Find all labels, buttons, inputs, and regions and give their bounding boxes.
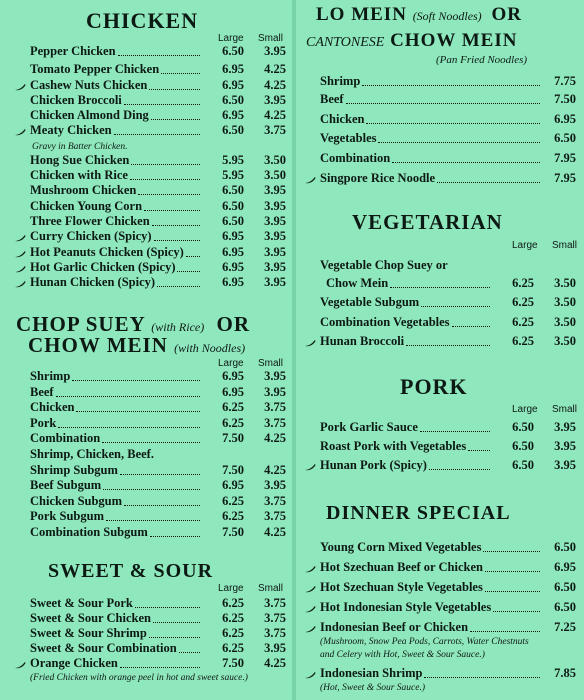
menu-item-price: 6.50 — [554, 540, 576, 554]
menu-item — [320, 420, 576, 435]
menu-item — [30, 123, 286, 138]
menu-item-name: Hunan Broccoli — [320, 334, 405, 348]
menu-item-name: Orange Chicken — [30, 656, 118, 670]
sweet-sour-large-header: Large — [218, 583, 244, 594]
dot-leader — [58, 427, 200, 428]
menu-item-name: Sweet & Sour Pork — [30, 596, 133, 610]
dot-leader — [103, 489, 200, 490]
dot-leader — [186, 256, 200, 257]
dot-leader — [179, 652, 200, 653]
menu-item-large-price: 6.95 — [222, 245, 244, 259]
menu-item — [30, 199, 286, 214]
chili-pepper-icon — [14, 250, 26, 258]
dot-leader — [56, 396, 200, 397]
dot-leader — [366, 123, 540, 124]
menu-item-large-price: 6.25 — [222, 641, 244, 655]
menu-item-name: Hot Peanuts Chicken (Spicy) — [30, 245, 184, 259]
menu-item-name: Pork Garlic Sauce — [320, 420, 418, 434]
dot-leader — [153, 622, 200, 623]
menu-item-name: Hong Sue Chicken — [30, 153, 130, 167]
menu-item-small-price: 3.95 — [554, 420, 576, 434]
dot-leader — [468, 450, 490, 451]
menu-item-name: Sweet & Sour Combination — [30, 641, 177, 655]
menu-item — [30, 229, 286, 244]
menu-item-small-price: 3.50 — [554, 276, 576, 290]
dot-leader — [135, 607, 200, 608]
menu-item-small-price: 3.95 — [264, 199, 286, 213]
dot-leader — [149, 637, 200, 638]
menu-item-large-price: 6.25 — [222, 415, 244, 430]
menu-item-small-price: 3.95 — [264, 384, 286, 399]
indonesian-note-2: and Celery with Hot, Sweet & Sour Sauce.) — [320, 650, 485, 660]
menu-item-large-price: 6.25 — [512, 295, 534, 309]
menu-item — [30, 447, 286, 462]
menu-item-small-price: 3.75 — [264, 611, 286, 625]
menu-item — [30, 214, 286, 229]
menu-item-large-price: 6.25 — [512, 334, 534, 348]
menu-item-small-price: 4.25 — [264, 108, 286, 122]
menu-item-small-price: 3.95 — [554, 439, 576, 453]
menu-item-large-price: 6.25 — [222, 493, 244, 508]
menu-item-small-price: 3.50 — [264, 153, 286, 167]
menu-item — [320, 258, 576, 273]
menu-item-large-price: 6.25 — [222, 611, 244, 625]
vegetarian-large-header: Large — [512, 240, 538, 251]
menu-item-name: Hot Szechuan Style Vegetables — [320, 580, 483, 594]
menu-item-large-price: 6.50 — [222, 199, 244, 213]
menu-item-name: Beef — [30, 384, 54, 399]
menu-item — [30, 245, 286, 260]
chili-pepper-icon — [304, 605, 316, 613]
menu-item — [30, 108, 286, 123]
dot-leader — [378, 142, 540, 143]
menu-item — [30, 596, 286, 611]
menu-item-price: 6.50 — [554, 131, 576, 145]
menu-item-name: Cashew Nuts Chicken — [30, 78, 148, 92]
menu-item-small-price: 4.25 — [264, 656, 286, 670]
dot-leader — [406, 345, 490, 346]
column-divider — [292, 0, 296, 700]
menu-item-small-price: 3.95 — [264, 641, 286, 655]
menu-item-small-price: 3.75 — [264, 123, 286, 137]
menu-item-large-price: 6.95 — [222, 260, 244, 274]
menu-item — [30, 153, 286, 168]
menu-item-large-price: 6.50 — [222, 123, 244, 137]
menu-item-name: Beef — [320, 92, 344, 106]
menu-item-name: Combination Vegetables — [320, 315, 450, 329]
dot-leader — [452, 326, 490, 327]
dot-leader — [120, 667, 200, 668]
menu-item-price: 7.95 — [554, 171, 576, 185]
menu-item-name: Shrimp — [30, 369, 71, 383]
indonesian-note-1: (Mushroom, Snow Pea Pods, Carrots, Water Chestnuts — [320, 637, 529, 647]
menu-item-large-price: 6.50 — [222, 44, 244, 58]
menu-item — [320, 92, 576, 107]
chow-mein-title-b: CHOW MEIN — [28, 333, 168, 357]
menu-item-name: Singpore Rice Noodle — [320, 171, 436, 185]
dot-leader — [424, 677, 540, 678]
menu-item-name: Chow Mein — [326, 276, 389, 290]
chow-mein-title — [28, 333, 245, 358]
menu-item — [30, 369, 286, 384]
chop-suey-title-or: OR — [216, 312, 250, 336]
menu-item — [320, 74, 576, 89]
dot-leader — [485, 591, 540, 592]
menu-item-price: 7.75 — [554, 74, 576, 88]
menu-item-small-price: 3.95 — [264, 229, 286, 243]
menu-item-large-price: 6.50 — [512, 420, 534, 434]
lo-mein-title-or: OR — [491, 4, 522, 25]
dot-leader — [154, 240, 200, 241]
menu-item-name: Chicken — [320, 112, 365, 126]
menu-item — [30, 463, 286, 478]
menu-item-name: Tomato Pepper Chicken — [30, 62, 160, 76]
menu-item-name: Chicken Almond Ding — [30, 108, 149, 122]
menu-item-large-price: 5.95 — [222, 168, 244, 182]
menu-item — [320, 171, 576, 186]
menu-item-small-price: 4.25 — [264, 525, 286, 539]
dot-leader — [130, 179, 200, 180]
chili-pepper-icon — [14, 128, 26, 136]
pork-large-header: Large — [512, 404, 538, 415]
dot-leader — [493, 611, 540, 612]
lo-mein-title-a-note: (Soft Noodles) — [412, 9, 482, 23]
menu-item-name: Pork Subgum — [30, 509, 104, 524]
chili-pepper-icon — [304, 565, 316, 573]
menu-item — [326, 276, 576, 291]
menu-item — [30, 78, 286, 93]
menu-item — [30, 641, 286, 656]
menu-item-small-price: 3.95 — [264, 214, 286, 228]
menu-item-price: 6.50 — [554, 580, 576, 594]
menu-item — [320, 620, 576, 635]
menu-item-small-price: 3.75 — [264, 400, 286, 415]
menu-item-large-price: 5.95 — [222, 153, 244, 167]
menu-item — [30, 62, 286, 77]
cantonese-title-b: CHOW MEIN — [390, 30, 518, 51]
menu-item — [30, 183, 286, 198]
menu-item-large-price: 6.95 — [222, 369, 244, 383]
menu-item-price: 7.85 — [554, 666, 576, 680]
dot-leader — [420, 431, 490, 432]
vegetarian-small-header: Small — [552, 240, 578, 251]
menu-item-small-price: 3.75 — [264, 493, 286, 508]
menu-item-name: Chicken — [30, 400, 75, 415]
dot-leader — [144, 210, 200, 211]
dot-leader — [114, 134, 200, 135]
menu-item-name: Indonesian Beef or Chicken — [320, 620, 469, 634]
dot-leader — [76, 411, 200, 412]
chili-pepper-icon — [14, 661, 26, 669]
dot-leader — [157, 286, 200, 287]
menu-item-small-price: 3.95 — [264, 275, 286, 289]
menu-item — [320, 600, 576, 615]
dot-leader — [120, 474, 200, 475]
vegetarian-title: VEGETARIAN — [352, 210, 503, 234]
menu-item-small-price: 3.95 — [264, 183, 286, 197]
chicken-large-header: Large — [218, 33, 244, 44]
menu-item — [30, 93, 286, 108]
menu-item-large-price: 7.50 — [222, 462, 244, 477]
menu-item-name: Three Flower Chicken — [30, 214, 150, 228]
menu-item — [320, 151, 576, 166]
menu-item — [30, 275, 286, 290]
menu-item-small-price: 3.75 — [264, 596, 286, 610]
menu-item-name: Shrimp Subgum — [30, 462, 118, 477]
chili-pepper-icon — [304, 339, 316, 347]
menu-item — [320, 334, 576, 349]
menu-item-name: Curry Chicken (Spicy) — [30, 229, 152, 243]
cantonese-title — [306, 30, 517, 52]
menu-item-small-price: 3.95 — [264, 44, 286, 58]
menu-item-name: Chicken with Rice — [30, 168, 128, 182]
menu-item-name: Shrimp, Chicken, Beef. — [30, 447, 154, 461]
menu-item-name: Indonesian Shrimp — [320, 666, 423, 680]
chili-pepper-icon — [14, 280, 26, 288]
menu-item — [30, 168, 286, 183]
menu-item-large-price: 7.50 — [222, 525, 244, 539]
pork-small-header: Small — [552, 404, 578, 415]
dot-leader — [437, 182, 540, 183]
dot-leader — [106, 520, 200, 521]
menu-item — [320, 131, 576, 146]
menu-item-large-price: 6.95 — [222, 62, 244, 76]
chow-mein-title-b-note: (with Noodles) — [174, 341, 246, 355]
menu-item — [30, 525, 286, 540]
chicken-small-header: Small — [258, 33, 284, 44]
chili-pepper-icon — [14, 83, 26, 91]
menu-item-small-price: 3.95 — [264, 260, 286, 274]
menu-item-small-price: 3.50 — [554, 334, 576, 348]
menu-item-small-price: 3.50 — [554, 295, 576, 309]
menu-item-name: Mushroom Chicken — [30, 183, 137, 197]
menu-item-large-price: 6.50 — [222, 93, 244, 107]
dot-leader — [118, 55, 200, 56]
menu-item-large-price: 6.50 — [512, 439, 534, 453]
menu-item-small-price: 3.95 — [264, 245, 286, 259]
menu-item — [30, 385, 286, 400]
menu-item — [30, 478, 286, 493]
menu-item-name: Hot Garlic Chicken (Spicy) — [30, 260, 176, 274]
menu-item — [30, 416, 286, 431]
menu-item-name: Hot Indonesian Style Vegetables — [320, 600, 492, 614]
menu-item — [30, 44, 286, 59]
dot-leader — [151, 119, 200, 120]
chop-suey-title-a-note: (with Rice) — [151, 320, 205, 334]
menu-item-small-price: 3.50 — [554, 315, 576, 329]
menu-item-price: 6.95 — [554, 112, 576, 126]
menu-item — [320, 295, 576, 310]
menu-item-name: Combination — [30, 431, 101, 446]
chili-pepper-icon — [304, 585, 316, 593]
chili-pepper-icon — [304, 625, 316, 633]
menu-item-price: 6.50 — [554, 600, 576, 614]
dot-leader — [390, 287, 490, 288]
menu-item-name: Sweet & Sour Shrimp — [30, 626, 147, 640]
dot-leader — [346, 103, 540, 104]
menu-item-price: 7.25 — [554, 620, 576, 634]
pork-title: PORK — [400, 374, 468, 399]
menu-item-name: Shrimp — [320, 74, 361, 88]
cantonese-title-pre: CANTONESE — [306, 35, 385, 50]
menu-item-name: Sweet & Sour Chicken — [30, 611, 151, 625]
sweet-sour-title: SWEET & SOUR — [48, 560, 214, 582]
chop-suey-small-header: Small — [258, 358, 284, 369]
menu-item-name: Chicken Broccoli — [30, 93, 122, 107]
menu-item-large-price: 6.95 — [222, 108, 244, 122]
orange-chicken-note: (Fried Chicken with orange peel in hot and sweet sauce.) — [30, 673, 248, 683]
menu-item — [30, 431, 286, 446]
menu-item-name: Hunan Pork (Spicy) — [320, 458, 427, 472]
dot-leader — [421, 306, 490, 307]
menu-item — [320, 666, 576, 681]
menu-item-name: Roast Pork with Vegetables — [320, 439, 467, 453]
menu-item-small-price: 3.75 — [264, 415, 286, 430]
menu-item-small-price: 3.50 — [264, 168, 286, 182]
dot-leader — [149, 89, 200, 90]
dot-leader — [150, 536, 200, 537]
menu-item-small-price: 4.25 — [264, 62, 286, 76]
menu-item-large-price: 6.25 — [222, 596, 244, 610]
menu-item-name: Vegetables — [320, 131, 377, 145]
dot-leader — [470, 631, 540, 632]
dot-leader — [124, 505, 200, 506]
menu-item — [30, 656, 286, 671]
menu-item-small-price: 3.95 — [264, 369, 286, 383]
dot-leader — [177, 271, 200, 272]
menu-item-large-price: 6.95 — [222, 78, 244, 92]
chili-pepper-icon — [14, 234, 26, 242]
chili-pepper-icon — [304, 176, 316, 184]
menu-item — [30, 509, 286, 524]
menu-item-name: Young Corn Mixed Vegetables — [320, 540, 482, 554]
menu-item-large-price: 6.25 — [222, 509, 244, 524]
menu-item — [320, 458, 576, 473]
menu-item-name: Pepper Chicken — [30, 44, 116, 58]
menu-item — [320, 315, 576, 330]
meaty-chicken-note: Gravy in Batter Chicken. — [32, 142, 128, 152]
menu-item-large-price: 6.50 — [222, 214, 244, 228]
menu-item-large-price: 6.25 — [512, 315, 534, 329]
chili-pepper-icon — [304, 463, 316, 471]
chop-suey-title-a: CHOP SUEY — [16, 312, 145, 336]
menu-item-name: Hunan Chicken (Spicy) — [30, 275, 156, 289]
menu-item-large-price: 6.25 — [512, 276, 534, 290]
lo-mein-title — [316, 4, 522, 26]
menu-item-name: Pork — [30, 415, 57, 430]
dot-leader — [131, 164, 200, 165]
dot-leader — [161, 73, 200, 74]
chicken-title: CHICKEN — [86, 8, 199, 33]
menu-item-name: Hot Szechuan Beef or Chicken — [320, 560, 483, 574]
menu-item — [30, 400, 286, 415]
chili-pepper-icon — [304, 671, 316, 679]
dot-leader — [72, 380, 200, 381]
menu-item-large-price: 6.95 — [222, 478, 244, 493]
dot-leader — [429, 469, 490, 470]
menu-item-small-price: 3.95 — [264, 478, 286, 493]
menu-item-name: Combination — [320, 151, 391, 165]
chili-pepper-icon — [14, 265, 26, 273]
menu-item-name: Chicken Young Corn — [30, 199, 143, 213]
menu-item — [30, 626, 286, 641]
menu-item — [320, 580, 576, 595]
menu-item — [320, 540, 576, 555]
menu-item-name: Chicken Subgum — [30, 493, 123, 508]
menu-item — [30, 494, 286, 509]
menu-item-price: 7.95 — [554, 151, 576, 165]
menu-item — [320, 439, 576, 454]
dot-leader — [138, 194, 200, 195]
menu-item-name: Combination Subgum — [30, 525, 148, 539]
menu-item — [30, 260, 286, 275]
menu-item-small-price: 4.25 — [264, 78, 286, 92]
menu-item-name: Beef Subgum — [30, 478, 102, 493]
menu-item-price: 6.95 — [554, 560, 576, 574]
dinner-special-title: DINNER SPECIAL — [326, 502, 511, 524]
menu-item-large-price: 7.50 — [222, 656, 244, 670]
menu-item-small-price: 3.95 — [264, 93, 286, 107]
menu-item-large-price: 6.95 — [222, 275, 244, 289]
menu-item-name: Vegetable Subgum — [320, 295, 420, 309]
menu-item-large-price: 6.50 — [512, 458, 534, 472]
menu-item-large-price: 7.50 — [222, 431, 244, 446]
menu-item-small-price: 4.25 — [264, 462, 286, 477]
dot-leader — [362, 85, 540, 86]
dot-leader — [483, 551, 540, 552]
menu-item-large-price: 6.50 — [222, 183, 244, 197]
menu-item-small-price: 4.25 — [264, 431, 286, 446]
dot-leader — [485, 571, 540, 572]
chop-suey-large-header: Large — [218, 358, 244, 369]
menu-item — [320, 112, 576, 127]
menu-item-small-price: 3.95 — [554, 458, 576, 472]
dot-leader — [102, 442, 200, 443]
menu-item-name: Vegetable Chop Suey or — [320, 258, 448, 272]
cantonese-note: (Pan Fried Noodles) — [436, 54, 528, 66]
menu-item — [30, 611, 286, 626]
menu-item-large-price: 6.95 — [222, 229, 244, 243]
menu-item-large-price: 6.25 — [222, 626, 244, 640]
menu-item-price: 7.50 — [554, 92, 576, 106]
menu-item — [320, 560, 576, 575]
indonesian-shrimp-note: (Hot, Sweet & Sour Sauce.) — [320, 683, 426, 693]
menu-item-large-price: 6.25 — [222, 400, 244, 415]
dot-leader — [152, 225, 200, 226]
sweet-sour-small-header: Small — [258, 583, 284, 594]
menu-item-small-price: 3.75 — [264, 509, 286, 524]
menu-item-name: Meaty Chicken — [30, 123, 112, 137]
dot-leader — [392, 162, 540, 163]
dot-leader — [124, 104, 200, 105]
lo-mein-title-a: LO MEIN — [316, 4, 407, 25]
menu-item-large-price: 6.95 — [222, 384, 244, 399]
menu-item-small-price: 3.75 — [264, 626, 286, 640]
